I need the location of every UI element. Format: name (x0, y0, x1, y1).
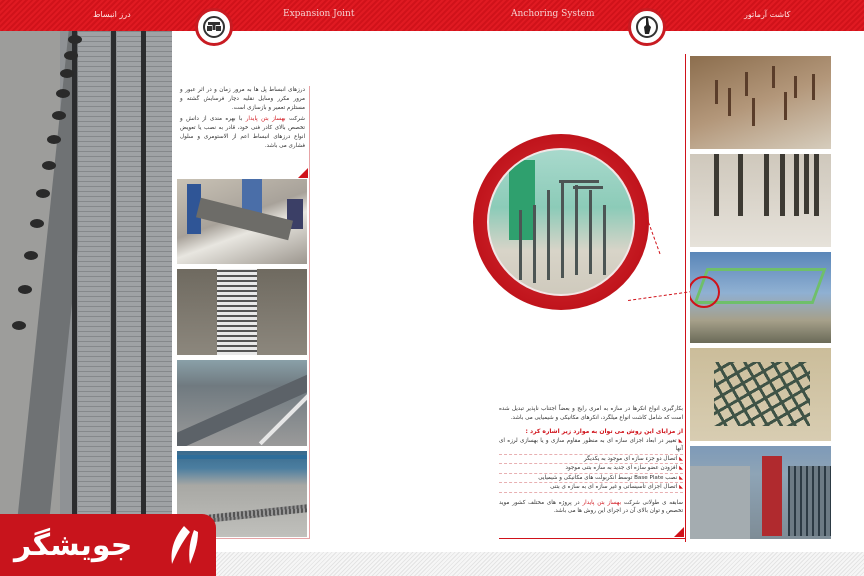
right-page-title-en: Anchoring System (511, 9, 595, 19)
benefits-heading: از مزایای این روش می توان به موارد زیر اشاره کرد : (525, 428, 683, 435)
watermark-text: جویشگر (14, 528, 133, 563)
right-column-border (685, 54, 686, 542)
expansion-joint-main-photo (0, 31, 172, 576)
closing-suffix: در پروژه های مختلف کشور موید تخصص و توان بالای آن در اجرای این روش ها می باشد. (499, 499, 683, 514)
callout-dash-bottom (628, 290, 697, 301)
watermark-mark-icon (160, 524, 200, 568)
expansion-joint-paragraph-2 (176, 115, 309, 151)
rebar-columns-photo (690, 154, 831, 247)
benefit-item: ◣ تغییر در ابعاد اجزای سازه ای به منظور مقاوم سازی و یا بهسازی لرزه ای آنها (499, 437, 683, 455)
left-column-border (309, 86, 310, 538)
benefit-item: ◣ نصب Base Plate توسط انکربولت های مکانیکی و شیمیایی (499, 474, 683, 484)
left-page-title-en: Expansion Joint (283, 9, 355, 19)
closing-prefix: سابقه ی طولانی شرکت (623, 499, 683, 506)
anchoring-logo-icon (628, 8, 666, 46)
company-name: بهساز بتن پایدار (582, 499, 622, 506)
benefit-item: ◣ اتصال اجزای تأسیساتی و غیر سازه ای به سازه ی بتنی (499, 483, 683, 493)
benefit-item: ◣ اتصال دو جزء سازه ای موجود به یکدیگر (499, 455, 683, 465)
right-text-border-bottom (499, 538, 686, 539)
anchoring-intro: بکارگیری انواع انکرها در سازه به امری رایج و بعضاً اجتناب ناپذیر تبدیل شده است که شامل کاشت انواع میلگرد، انکرهای مکانیکی و شیمیایی می باشد. (499, 406, 683, 421)
right-page-title-fa: کاشت آرماتور (744, 10, 791, 19)
bridge-overview-photo (177, 360, 307, 446)
company-name: بهساز بتن پایدار (245, 116, 286, 122)
anchoring-text-box (499, 405, 683, 516)
rebar-cage-photo (690, 348, 831, 441)
corner-triangle-icon (674, 527, 684, 537)
bottom-hatch-band (200, 552, 864, 576)
anchor-bolts-photo (690, 56, 831, 149)
green-truss-bridge-photo (690, 252, 831, 343)
worker-drilling-photo (690, 446, 831, 539)
expansion-joint-logo-icon (195, 8, 233, 46)
workers-lifting-joint-photo (177, 179, 307, 264)
watermark-logo (0, 514, 216, 576)
benefit-item: ◣ افزودن عضو سازه ای جدید به سازه بتنی موجود (499, 464, 683, 474)
expansion-joint-paragraph-1: درزهای انبساط پل ها به مرور زمان و در اثر عبور و مرور مکرر وسایل نقلیه دچار فرسایش گشته و مستلزم تعمیر و بازسازی است. (180, 87, 305, 111)
installed-joint-photo (177, 269, 307, 355)
anchor-rebar-closeup-circle (473, 134, 649, 310)
paragraph-2-prefix: شرکت (289, 116, 305, 122)
anchoring-closing (499, 499, 683, 516)
paragraph-2-suffix: با بهره مندی از دانش و تخصص بالای کادر فنی خود، قادر به نصب یا تعویض انواع درزهای انبساط اعم از الاستومری و سلول فشاری می باشد. (180, 116, 305, 149)
left-page-title-fa: درز انبساط (93, 10, 131, 19)
expansion-joint-text-box (176, 86, 310, 151)
corner-triangle-icon (298, 168, 308, 178)
